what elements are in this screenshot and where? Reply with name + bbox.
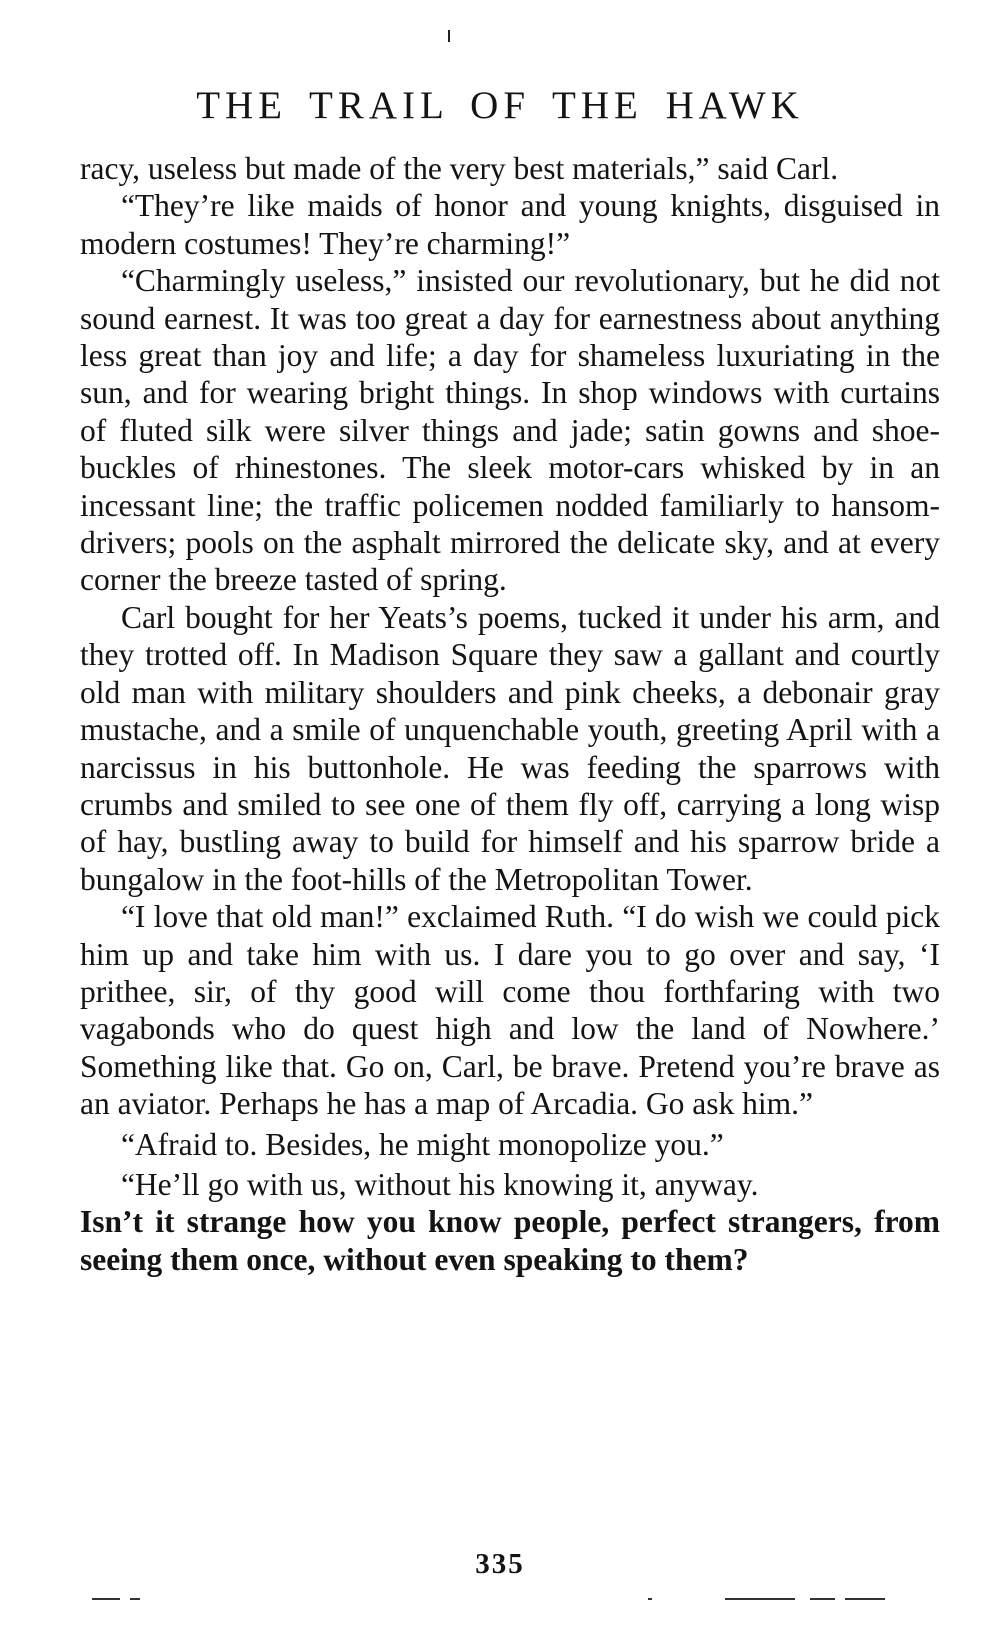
running-title: THE TRAIL OF THE HAWK — [196, 84, 804, 127]
body-text — [80, 150, 940, 1278]
bottom-print-mark — [92, 1598, 120, 1600]
paragraph-bold: Isn’t it strange how you know people, perfect strangers, from seeing them once, without even speaking to them? — [80, 1204, 940, 1277]
page-number: 335 — [475, 1548, 525, 1580]
paragraph-continuation: racy, useless but made of the very best materials,” said Carl. — [80, 151, 839, 186]
bottom-print-mark — [130, 1598, 140, 1600]
bottom-print-mark — [648, 1598, 652, 1600]
paragraph: “Afraid to. Besides, he might monopolize you.” — [120, 1126, 724, 1162]
paragraph: Carl bought for her Yeats’s poems, tucked it under his arm, and they trotted off. In Madison Square they saw a gallant and courtly old man with military shoulders and pink cheeks, a debonair gray mustache, and a smile of unquenchable youth, greeting April with a narcissus in his buttonhole. He was feeding the sparrows with crumbs and smiled to see one of them fly off, carrying a long wisp of hay, bustling away to build for himself and his sparrow bride a bungalow in the foot-hills of the Metropolitan Tower. — [80, 599, 940, 897]
bottom-print-mark — [845, 1598, 885, 1600]
bottom-print-mark — [810, 1598, 835, 1600]
bottom-print-mark — [725, 1598, 795, 1600]
top-print-mark — [448, 30, 450, 42]
paragraph: “They’re like maids of honor and young knights, disguised in modern costumes! They’re charming!” — [80, 188, 940, 261]
paragraph: “Charmingly useless,” insisted our revolutionary, but he did not sound earnest. It was too great a day for earnestness about anything less great than joy and life; a day for shameless luxuriating in the sun, and for wearing bright things. In shop windows with curtains of fluted silk were silver things and jade; satin gowns and shoe-buckles of rhinestones. The sleek motor-cars whisked by in an incessant line; the traffic policemen nodded familiarly to hansom-drivers; pools on the asphalt mirrored the delicate sky, and at every corner the breeze tasted of spring. — [80, 263, 940, 598]
paragraph: “He’ll go with us, without his knowing it, anyway. — [120, 1166, 759, 1202]
paragraph: “I love that old man!” exclaimed Ruth. “I do wish we could pick him up and take him with us. I dare you to go over and say, ‘I prithee, sir, of thy good will come thou forthfaring with two vagabonds who do quest high and low the land of Nowhere.’ Something like that. Go on, Carl, be brave. Pretend you’re brave as an aviator. Perhaps he has a map of Arcadia. Go ask him.” — [80, 899, 940, 1122]
